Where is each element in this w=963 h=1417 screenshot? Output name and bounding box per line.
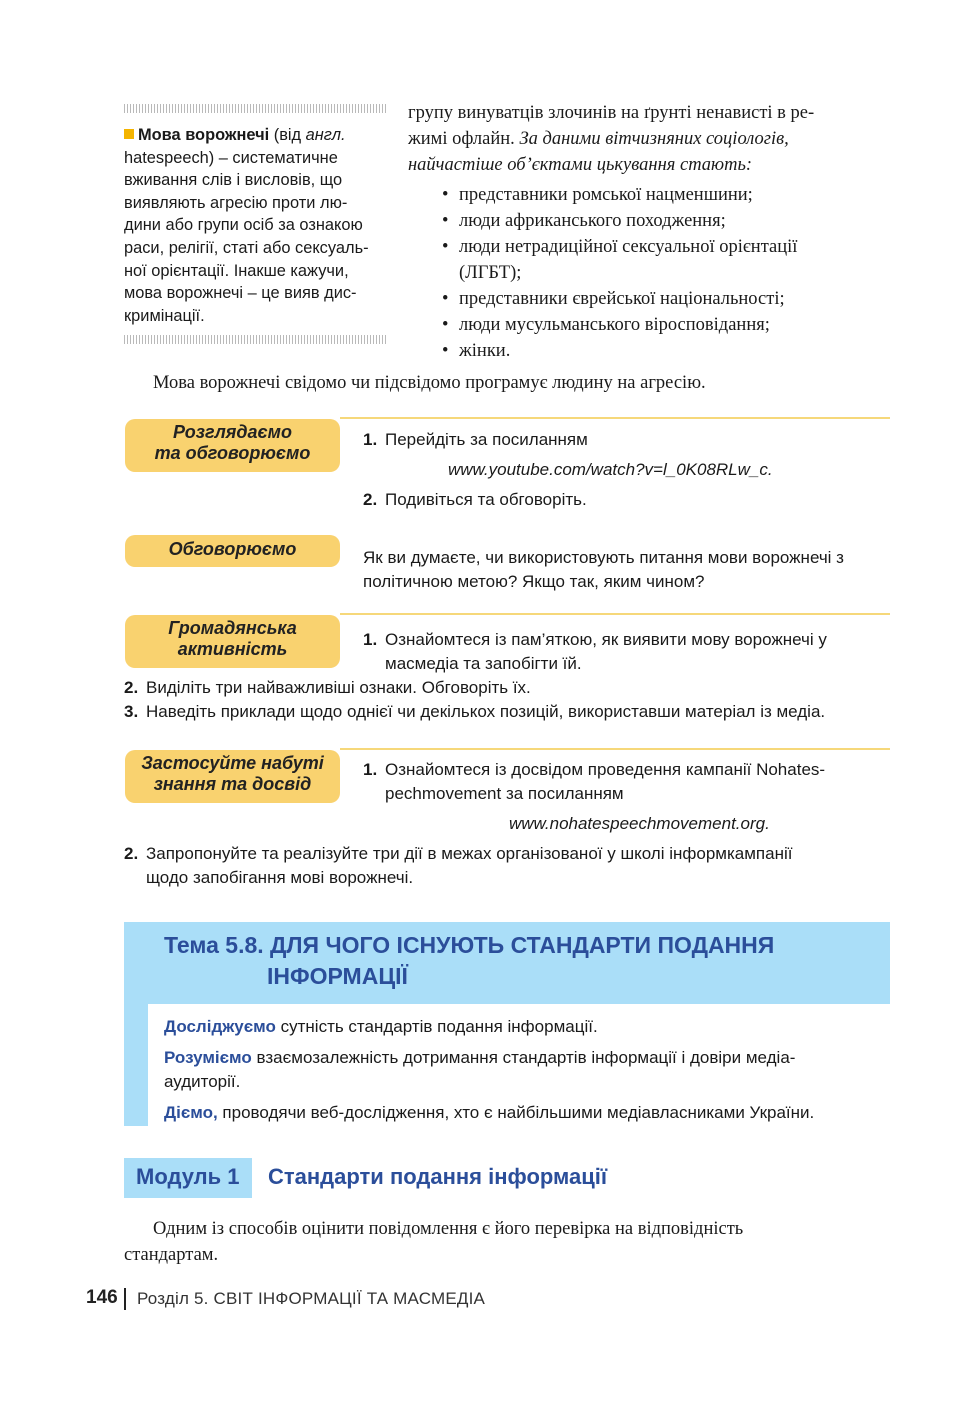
topic-goal-act: Діємо, проводячи веб-дослідження, хто є найбільшими медіавласниками України.: [164, 1103, 815, 1122]
definition-term: Мова ворожнечі: [138, 126, 270, 144]
topic-goal-understand: Розуміємо взаємозалежність дотримання стандартів інформації і довіри медіа- аудиторії.: [164, 1048, 796, 1091]
activity-rule: [340, 748, 890, 750]
definition-line: кримінації.: [124, 306, 205, 325]
definition-line: hatespeech) – систематичне: [124, 148, 338, 167]
footer-divider: [124, 1288, 126, 1310]
list-item: • люди нетрадиційної сексуальної орієнтації: [442, 234, 797, 260]
summary-sentence: Мова ворожнечі свідомо чи підсвідомо програмує людину на агресію.: [153, 373, 706, 393]
footer-section-title: Розділ 5. СВІТ ІНФОРМАЦІЇ ТА МАСМЕДІА: [137, 1289, 486, 1308]
definition-line: вживання слів і висловів, що: [124, 171, 343, 190]
activity-civic-extra: 2. Виділіть три найважливіші ознаки. Обговоріть їх. 3. Наведіть приклади щодо однієї чи декількох позицій, використавши матеріал із медіа.: [124, 678, 826, 721]
definition-line: мова ворожнечі – це вияв дис-: [124, 284, 357, 303]
topic-side-band: [124, 1004, 148, 1126]
module-title: Стандарти подання інформації: [268, 1164, 608, 1189]
activity-discuss-content: Як ви думаєте, чи використовують питання мови ворожнечі з політичною метою? Якщо так, яким чином?: [363, 548, 844, 591]
list-item: • представники єврейської національності;: [442, 286, 797, 312]
sidebar-top-divider: [124, 104, 386, 113]
definition-line: раси, релігії, статі або сексуаль-: [124, 238, 369, 257]
activity-tag-review: Розглядаємо та обговорюємо: [125, 419, 340, 472]
activity-tag-civic: Громадянська активність: [125, 615, 340, 668]
definition-line: виявляють агресію проти лю-: [124, 193, 348, 212]
activity-rule: [340, 613, 890, 615]
activity-tag-apply: Застосуйте набуті знання та досвід: [125, 750, 340, 803]
activity-rule: [340, 417, 890, 419]
intro-paragraph: групу винуватців злочинів на ґрунті ненависті в ре- жимі офлайн. За даними вітчизняних соціологів, найчастіше об’єктами цькування стають:: [408, 103, 815, 175]
list-item: • жінки.: [442, 338, 797, 364]
list-item-continuation: (ЛГБТ);: [459, 263, 522, 283]
targets-list: [442, 182, 797, 364]
list-item: • люди мусульманського віросповідання;: [442, 312, 797, 338]
activity-civic-content: 1. Ознайомтеся із пам’яткою, як виявити мову ворожнечі у масмедіа та запобігти їй.: [363, 630, 827, 673]
list-item: • представники ромської нацменшини;: [442, 182, 797, 208]
definition-box: Мова ворожнечі (від англ. hatespeech) – систематичне вживання слів і висловів, що виявляють агресію проти лю- дини або групи осіб за ознакою раси, релігії, статі або сексуаль- ної орієнтації. Інакше кажучи, мова ворожнечі – це вияв дис- кримінації.: [124, 124, 386, 327]
square-bullet-icon: [124, 129, 134, 139]
sidebar-bottom-divider: [124, 335, 386, 344]
definition-line: дини або групи осіб за ознакою: [124, 216, 363, 235]
activity-tag-discuss: Обговорюємо: [125, 535, 340, 567]
youtube-link[interactable]: www.youtube.com/watch?v=l_0K08RLw_c.: [448, 460, 773, 479]
module-label: Модуль 1: [136, 1164, 240, 1189]
activity-apply-content: 1. Ознайомтеся із досвідом проведення кампанії Nohates- pechmovement за посиланням www.nohatespeechmovement.org.: [363, 758, 890, 836]
page-number: 146: [86, 1287, 118, 1308]
closing-paragraph: Одним із способів оцінити повідомлення є його перевірка на відповідність стандартам.: [124, 1219, 744, 1265]
topic-title: Тема 5.8. ДЛЯ ЧОГО ІСНУЮТЬ СТАНДАРТИ ПОДАННЯ ІНФОРМАЦІЇ: [164, 932, 775, 989]
list-item: • люди африканського походження;: [442, 208, 797, 234]
nohatespeech-link[interactable]: www.nohatespeechmovement.org.: [509, 814, 770, 833]
activity-review-content: 1. Перейдіть за посиланням www.youtube.com/watch?v=l_0K08RLw_c. 2. Подивіться та обговоріть.: [363, 428, 890, 512]
definition-line: ної орієнтації. Інакше кажучи,: [124, 261, 349, 280]
activity-apply-extra: 2. Запропонуйте та реалізуйте три дії в межах організованої у школі інформкампанії щодо запобігання мові ворожнечі.: [124, 844, 793, 887]
topic-goal-explore: Досліджуємо сутність стандартів подання інформації.: [164, 1017, 598, 1036]
